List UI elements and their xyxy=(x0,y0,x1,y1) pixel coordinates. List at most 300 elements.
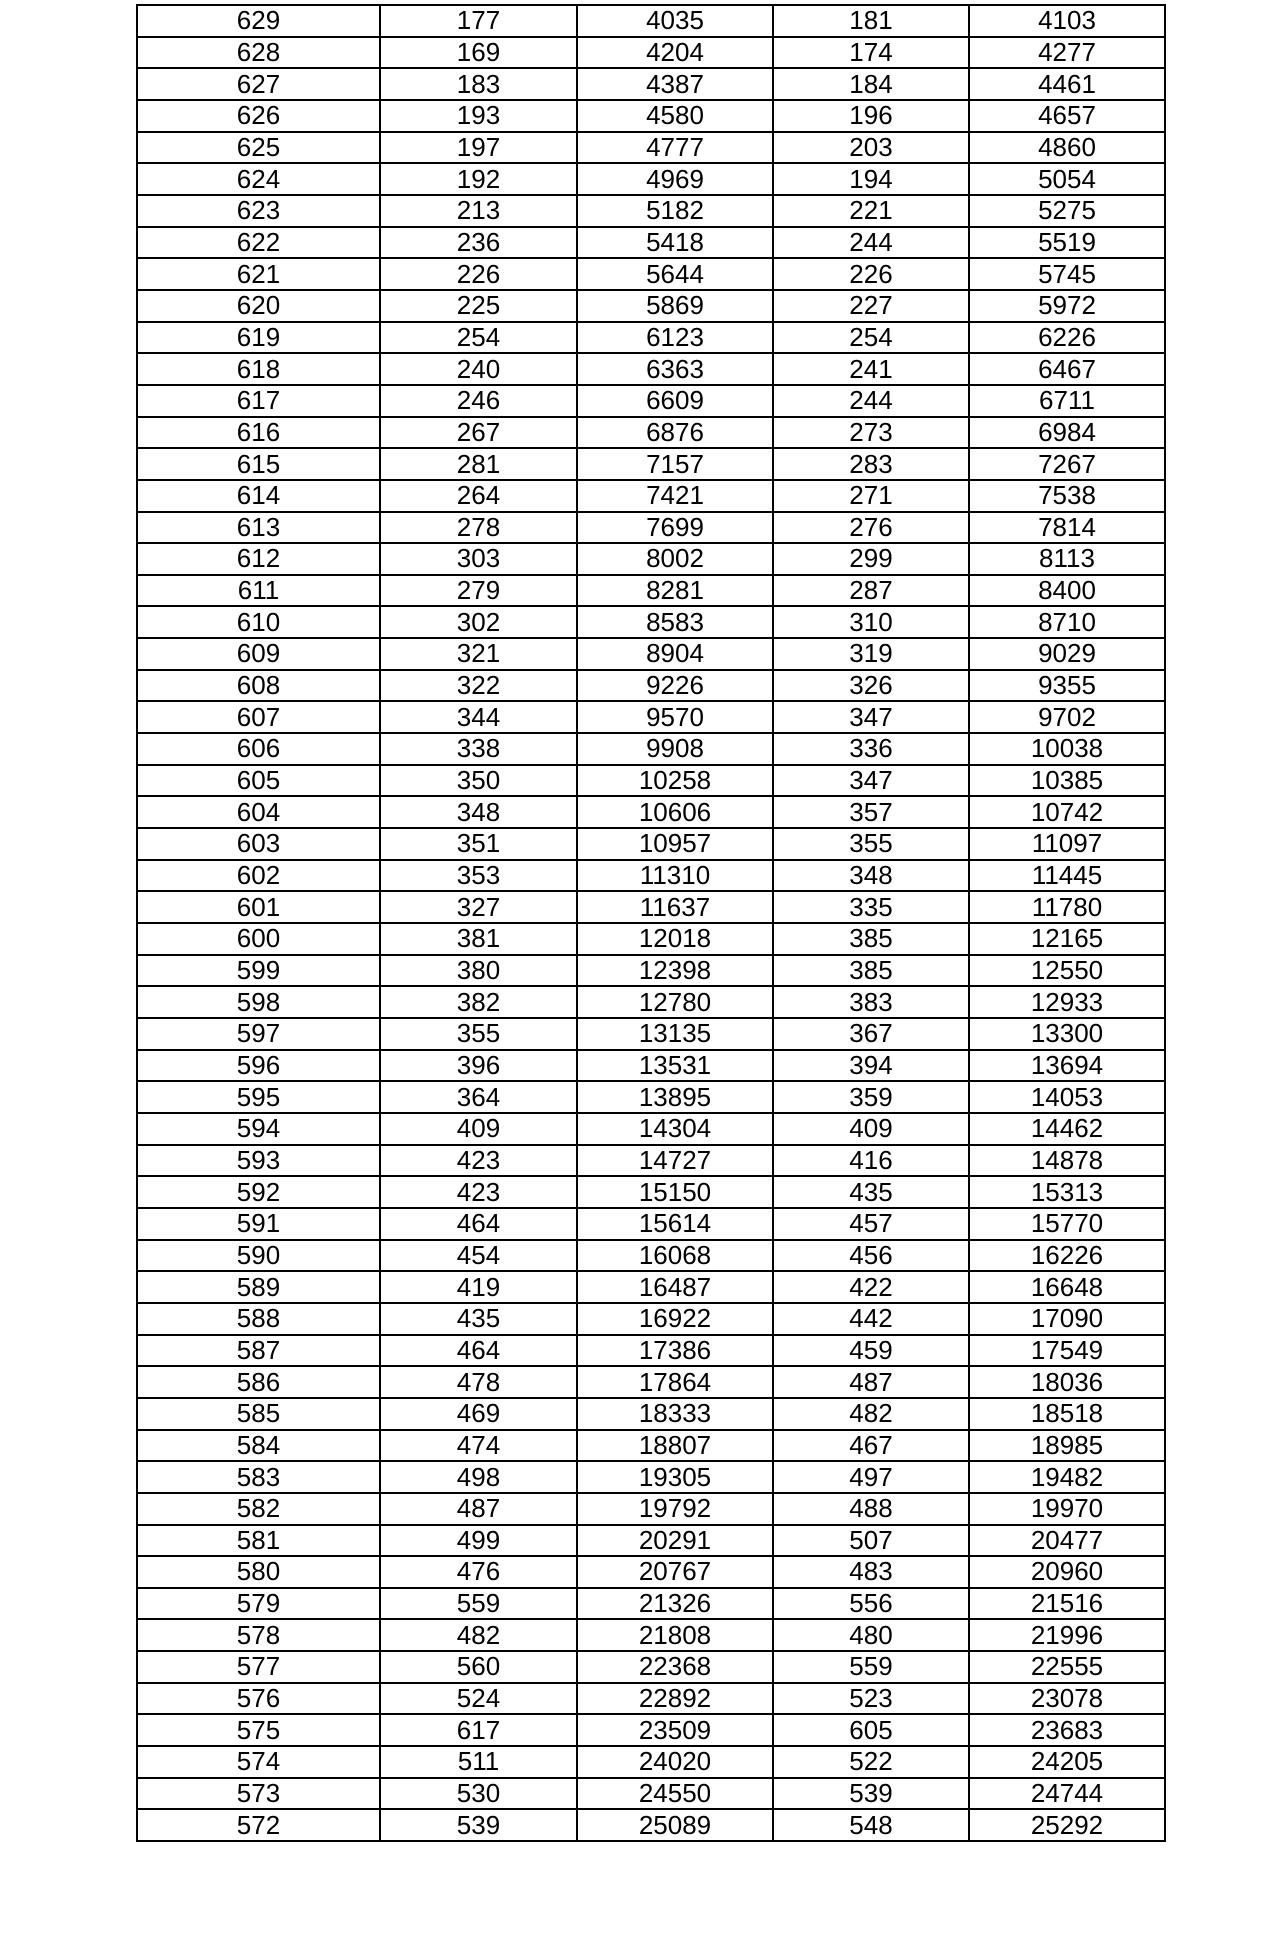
table-row xyxy=(137,701,1165,733)
count-a-cell: 482 xyxy=(380,1619,577,1651)
cumulative-a-cell: 13531 xyxy=(577,1050,773,1082)
count-a-cell: 382 xyxy=(380,986,577,1018)
table-row xyxy=(137,1588,1165,1620)
table-row xyxy=(137,512,1165,544)
cumulative-b-cell: 14462 xyxy=(969,1113,1165,1145)
count-b-cell: 355 xyxy=(773,828,969,860)
table-row xyxy=(137,322,1165,354)
score-cell: 592 xyxy=(137,1176,380,1208)
cumulative-b-cell: 16226 xyxy=(969,1240,1165,1272)
cumulative-a-cell: 6876 xyxy=(577,417,773,449)
cumulative-a-cell: 12018 xyxy=(577,923,773,955)
cumulative-a-cell: 6609 xyxy=(577,385,773,417)
table-row xyxy=(137,1176,1165,1208)
count-b-cell: 241 xyxy=(773,353,969,385)
score-cell: 588 xyxy=(137,1303,380,1335)
cumulative-b-cell: 20477 xyxy=(969,1525,1165,1557)
score-cell: 626 xyxy=(137,100,380,132)
count-b-cell: 226 xyxy=(773,258,969,290)
score-cell: 577 xyxy=(137,1651,380,1683)
cumulative-a-cell: 7421 xyxy=(577,480,773,512)
score-cell: 573 xyxy=(137,1778,380,1810)
count-a-cell: 559 xyxy=(380,1588,577,1620)
table-row xyxy=(137,1208,1165,1240)
cumulative-a-cell: 22892 xyxy=(577,1683,773,1715)
cumulative-a-cell: 24020 xyxy=(577,1746,773,1778)
score-cell: 598 xyxy=(137,986,380,1018)
count-b-cell: 442 xyxy=(773,1303,969,1335)
score-cell: 615 xyxy=(137,448,380,480)
count-a-cell: 530 xyxy=(380,1778,577,1810)
count-a-cell: 197 xyxy=(380,132,577,164)
count-a-cell: 478 xyxy=(380,1366,577,1398)
cumulative-a-cell: 17864 xyxy=(577,1366,773,1398)
count-b-cell: 271 xyxy=(773,480,969,512)
cumulative-b-cell: 5972 xyxy=(969,290,1165,322)
score-cell: 600 xyxy=(137,923,380,955)
cumulative-b-cell: 11097 xyxy=(969,828,1165,860)
cumulative-b-cell: 5054 xyxy=(969,163,1165,195)
count-b-cell: 459 xyxy=(773,1335,969,1367)
count-a-cell: 435 xyxy=(380,1303,577,1335)
score-cell: 606 xyxy=(137,733,380,765)
score-cell: 575 xyxy=(137,1714,380,1746)
count-b-cell: 299 xyxy=(773,543,969,575)
cumulative-b-cell: 7538 xyxy=(969,480,1165,512)
score-cell: 597 xyxy=(137,1018,380,1050)
score-cell: 622 xyxy=(137,227,380,259)
table-row xyxy=(137,986,1165,1018)
count-b-cell: 335 xyxy=(773,891,969,923)
count-b-cell: 367 xyxy=(773,1018,969,1050)
count-a-cell: 351 xyxy=(380,828,577,860)
count-b-cell: 409 xyxy=(773,1113,969,1145)
cumulative-b-cell: 12550 xyxy=(969,955,1165,987)
table-row xyxy=(137,100,1165,132)
count-a-cell: 498 xyxy=(380,1461,577,1493)
count-b-cell: 457 xyxy=(773,1208,969,1240)
count-a-cell: 246 xyxy=(380,385,577,417)
table-row xyxy=(137,733,1165,765)
score-cell: 576 xyxy=(137,1683,380,1715)
cumulative-a-cell: 11637 xyxy=(577,891,773,923)
score-cell: 587 xyxy=(137,1335,380,1367)
table-row xyxy=(137,1525,1165,1557)
score-cell: 624 xyxy=(137,163,380,195)
score-cell: 591 xyxy=(137,1208,380,1240)
count-b-cell: 203 xyxy=(773,132,969,164)
score-cell: 609 xyxy=(137,638,380,670)
cumulative-b-cell: 11445 xyxy=(969,860,1165,892)
cumulative-b-cell: 11780 xyxy=(969,891,1165,923)
count-b-cell: 244 xyxy=(773,227,969,259)
count-b-cell: 394 xyxy=(773,1050,969,1082)
cumulative-b-cell: 19970 xyxy=(969,1493,1165,1525)
table-row xyxy=(137,1714,1165,1746)
count-b-cell: 287 xyxy=(773,575,969,607)
count-b-cell: 507 xyxy=(773,1525,969,1557)
count-b-cell: 359 xyxy=(773,1081,969,1113)
cumulative-b-cell: 8113 xyxy=(969,543,1165,575)
cumulative-a-cell: 16487 xyxy=(577,1271,773,1303)
cumulative-b-cell: 15313 xyxy=(969,1176,1165,1208)
score-cell: 589 xyxy=(137,1271,380,1303)
table-row xyxy=(137,195,1165,227)
cumulative-b-cell: 18036 xyxy=(969,1366,1165,1398)
count-b-cell: 383 xyxy=(773,986,969,1018)
table-row xyxy=(137,1240,1165,1272)
cumulative-a-cell: 5644 xyxy=(577,258,773,290)
count-a-cell: 409 xyxy=(380,1113,577,1145)
cumulative-a-cell: 22368 xyxy=(577,1651,773,1683)
table-row xyxy=(137,1398,1165,1430)
cumulative-a-cell: 8583 xyxy=(577,606,773,638)
count-a-cell: 350 xyxy=(380,765,577,797)
cumulative-b-cell: 13300 xyxy=(969,1018,1165,1050)
table-row xyxy=(137,163,1165,195)
table-row xyxy=(137,385,1165,417)
count-b-cell: 196 xyxy=(773,100,969,132)
count-a-cell: 183 xyxy=(380,68,577,100)
count-b-cell: 497 xyxy=(773,1461,969,1493)
count-a-cell: 177 xyxy=(380,5,577,37)
cumulative-a-cell: 21326 xyxy=(577,1588,773,1620)
count-a-cell: 344 xyxy=(380,701,577,733)
count-a-cell: 236 xyxy=(380,227,577,259)
count-a-cell: 213 xyxy=(380,195,577,227)
table-row xyxy=(137,891,1165,923)
cumulative-a-cell: 16922 xyxy=(577,1303,773,1335)
score-cell: 578 xyxy=(137,1619,380,1651)
cumulative-a-cell: 12780 xyxy=(577,986,773,1018)
count-a-cell: 499 xyxy=(380,1525,577,1557)
score-cell: 581 xyxy=(137,1525,380,1557)
cumulative-b-cell: 10742 xyxy=(969,796,1165,828)
count-b-cell: 283 xyxy=(773,448,969,480)
cumulative-b-cell: 5519 xyxy=(969,227,1165,259)
cumulative-b-cell: 4103 xyxy=(969,5,1165,37)
table-row xyxy=(137,923,1165,955)
count-b-cell: 487 xyxy=(773,1366,969,1398)
count-b-cell: 385 xyxy=(773,923,969,955)
cumulative-a-cell: 20767 xyxy=(577,1556,773,1588)
cumulative-b-cell: 4461 xyxy=(969,68,1165,100)
count-a-cell: 240 xyxy=(380,353,577,385)
table-row xyxy=(137,638,1165,670)
table-row xyxy=(137,1651,1165,1683)
score-cell: 590 xyxy=(137,1240,380,1272)
score-cell: 629 xyxy=(137,5,380,37)
count-a-cell: 302 xyxy=(380,606,577,638)
count-b-cell: 422 xyxy=(773,1271,969,1303)
cumulative-a-cell: 4204 xyxy=(577,37,773,69)
table-row xyxy=(137,448,1165,480)
count-a-cell: 560 xyxy=(380,1651,577,1683)
cumulative-a-cell: 21808 xyxy=(577,1619,773,1651)
table-row xyxy=(137,1461,1165,1493)
score-cell: 612 xyxy=(137,543,380,575)
count-a-cell: 303 xyxy=(380,543,577,575)
table-row xyxy=(137,1746,1165,1778)
cumulative-b-cell: 4277 xyxy=(969,37,1165,69)
table-row xyxy=(137,480,1165,512)
cumulative-a-cell: 17386 xyxy=(577,1335,773,1367)
count-b-cell: 244 xyxy=(773,385,969,417)
count-a-cell: 226 xyxy=(380,258,577,290)
score-cell: 601 xyxy=(137,891,380,923)
cumulative-b-cell: 7267 xyxy=(969,448,1165,480)
table-row xyxy=(137,258,1165,290)
count-a-cell: 524 xyxy=(380,1683,577,1715)
count-a-cell: 193 xyxy=(380,100,577,132)
cumulative-b-cell: 14878 xyxy=(969,1145,1165,1177)
score-cell: 627 xyxy=(137,68,380,100)
table-row xyxy=(137,1145,1165,1177)
cumulative-a-cell: 4387 xyxy=(577,68,773,100)
table-row xyxy=(137,353,1165,385)
score-cell: 628 xyxy=(137,37,380,69)
cumulative-a-cell: 25089 xyxy=(577,1809,773,1841)
count-b-cell: 276 xyxy=(773,512,969,544)
count-a-cell: 454 xyxy=(380,1240,577,1272)
cumulative-b-cell: 4860 xyxy=(969,132,1165,164)
score-cell: 579 xyxy=(137,1588,380,1620)
cumulative-b-cell: 9355 xyxy=(969,670,1165,702)
cumulative-b-cell: 19482 xyxy=(969,1461,1165,1493)
count-b-cell: 523 xyxy=(773,1683,969,1715)
cumulative-b-cell: 13694 xyxy=(969,1050,1165,1082)
count-a-cell: 423 xyxy=(380,1176,577,1208)
cumulative-a-cell: 12398 xyxy=(577,955,773,987)
score-cell: 613 xyxy=(137,512,380,544)
score-cell: 572 xyxy=(137,1809,380,1841)
cumulative-b-cell: 14053 xyxy=(969,1081,1165,1113)
score-cell: 603 xyxy=(137,828,380,860)
count-b-cell: 181 xyxy=(773,5,969,37)
table-row xyxy=(137,1113,1165,1145)
count-a-cell: 617 xyxy=(380,1714,577,1746)
cumulative-b-cell: 12933 xyxy=(969,986,1165,1018)
score-cell: 617 xyxy=(137,385,380,417)
cumulative-b-cell: 8400 xyxy=(969,575,1165,607)
count-a-cell: 192 xyxy=(380,163,577,195)
cumulative-b-cell: 9702 xyxy=(969,701,1165,733)
score-cell: 585 xyxy=(137,1398,380,1430)
cumulative-b-cell: 12165 xyxy=(969,923,1165,955)
cumulative-b-cell: 17090 xyxy=(969,1303,1165,1335)
cumulative-a-cell: 4777 xyxy=(577,132,773,164)
count-a-cell: 338 xyxy=(380,733,577,765)
count-a-cell: 487 xyxy=(380,1493,577,1525)
count-a-cell: 322 xyxy=(380,670,577,702)
count-b-cell: 385 xyxy=(773,955,969,987)
cumulative-b-cell: 23078 xyxy=(969,1683,1165,1715)
cumulative-a-cell: 6123 xyxy=(577,322,773,354)
count-b-cell: 456 xyxy=(773,1240,969,1272)
table-row xyxy=(137,1335,1165,1367)
cumulative-a-cell: 16068 xyxy=(577,1240,773,1272)
count-b-cell: 467 xyxy=(773,1430,969,1462)
table-row xyxy=(137,796,1165,828)
table-row xyxy=(137,828,1165,860)
table-row xyxy=(137,417,1165,449)
table-row xyxy=(137,670,1165,702)
table-row xyxy=(137,1081,1165,1113)
score-cell: 621 xyxy=(137,258,380,290)
count-a-cell: 321 xyxy=(380,638,577,670)
score-cell: 574 xyxy=(137,1746,380,1778)
cumulative-a-cell: 6363 xyxy=(577,353,773,385)
score-cell: 580 xyxy=(137,1556,380,1588)
table-row xyxy=(137,68,1165,100)
table-row xyxy=(137,227,1165,259)
table-row xyxy=(137,1271,1165,1303)
score-cell: 586 xyxy=(137,1366,380,1398)
count-a-cell: 281 xyxy=(380,448,577,480)
count-a-cell: 511 xyxy=(380,1746,577,1778)
table-row xyxy=(137,575,1165,607)
table-row xyxy=(137,1303,1165,1335)
cumulative-a-cell: 23509 xyxy=(577,1714,773,1746)
cumulative-a-cell: 19305 xyxy=(577,1461,773,1493)
cumulative-a-cell: 4035 xyxy=(577,5,773,37)
count-a-cell: 469 xyxy=(380,1398,577,1430)
count-a-cell: 423 xyxy=(380,1145,577,1177)
count-a-cell: 279 xyxy=(380,575,577,607)
count-b-cell: 556 xyxy=(773,1588,969,1620)
table-row xyxy=(137,765,1165,797)
count-b-cell: 605 xyxy=(773,1714,969,1746)
cumulative-a-cell: 24550 xyxy=(577,1778,773,1810)
score-cell: 610 xyxy=(137,606,380,638)
cumulative-a-cell: 14304 xyxy=(577,1113,773,1145)
count-b-cell: 522 xyxy=(773,1746,969,1778)
cumulative-b-cell: 10038 xyxy=(969,733,1165,765)
count-b-cell: 221 xyxy=(773,195,969,227)
score-cell: 616 xyxy=(137,417,380,449)
cumulative-a-cell: 9570 xyxy=(577,701,773,733)
score-cell: 608 xyxy=(137,670,380,702)
count-b-cell: 416 xyxy=(773,1145,969,1177)
score-cell: 584 xyxy=(137,1430,380,1462)
count-b-cell: 336 xyxy=(773,733,969,765)
cumulative-a-cell: 10957 xyxy=(577,828,773,860)
count-b-cell: 435 xyxy=(773,1176,969,1208)
table-row xyxy=(137,606,1165,638)
count-b-cell: 480 xyxy=(773,1619,969,1651)
cumulative-a-cell: 8904 xyxy=(577,638,773,670)
cumulative-b-cell: 22555 xyxy=(969,1651,1165,1683)
score-cell: 594 xyxy=(137,1113,380,1145)
cumulative-b-cell: 17549 xyxy=(969,1335,1165,1367)
cumulative-a-cell: 10606 xyxy=(577,796,773,828)
table-row xyxy=(137,1778,1165,1810)
count-b-cell: 227 xyxy=(773,290,969,322)
cumulative-a-cell: 9908 xyxy=(577,733,773,765)
cumulative-b-cell: 8710 xyxy=(969,606,1165,638)
table-row xyxy=(137,543,1165,575)
cumulative-b-cell: 15770 xyxy=(969,1208,1165,1240)
cumulative-a-cell: 4969 xyxy=(577,163,773,195)
count-a-cell: 355 xyxy=(380,1018,577,1050)
count-a-cell: 380 xyxy=(380,955,577,987)
score-cell: 625 xyxy=(137,132,380,164)
table-row xyxy=(137,37,1165,69)
cumulative-b-cell: 6984 xyxy=(969,417,1165,449)
table-row xyxy=(137,132,1165,164)
count-b-cell: 483 xyxy=(773,1556,969,1588)
cumulative-b-cell: 4657 xyxy=(969,100,1165,132)
cumulative-b-cell: 10385 xyxy=(969,765,1165,797)
cumulative-a-cell: 13895 xyxy=(577,1081,773,1113)
cumulative-a-cell: 19792 xyxy=(577,1493,773,1525)
cumulative-a-cell: 7157 xyxy=(577,448,773,480)
table-row xyxy=(137,1619,1165,1651)
table-row xyxy=(137,1018,1165,1050)
count-b-cell: 194 xyxy=(773,163,969,195)
count-b-cell: 184 xyxy=(773,68,969,100)
count-b-cell: 482 xyxy=(773,1398,969,1430)
count-a-cell: 396 xyxy=(380,1050,577,1082)
cumulative-b-cell: 6467 xyxy=(969,353,1165,385)
cumulative-a-cell: 8002 xyxy=(577,543,773,575)
cumulative-b-cell: 18518 xyxy=(969,1398,1165,1430)
count-a-cell: 474 xyxy=(380,1430,577,1462)
cumulative-a-cell: 5869 xyxy=(577,290,773,322)
table-body xyxy=(137,5,1165,1841)
table-row xyxy=(137,1366,1165,1398)
table-row xyxy=(137,1050,1165,1082)
cumulative-b-cell: 5745 xyxy=(969,258,1165,290)
cumulative-a-cell: 13135 xyxy=(577,1018,773,1050)
count-a-cell: 225 xyxy=(380,290,577,322)
score-cell: 623 xyxy=(137,195,380,227)
cumulative-b-cell: 9029 xyxy=(969,638,1165,670)
table-row xyxy=(137,955,1165,987)
score-cell: 605 xyxy=(137,765,380,797)
cumulative-a-cell: 14727 xyxy=(577,1145,773,1177)
count-b-cell: 319 xyxy=(773,638,969,670)
count-a-cell: 169 xyxy=(380,37,577,69)
cumulative-b-cell: 7814 xyxy=(969,512,1165,544)
score-cell: 607 xyxy=(137,701,380,733)
cumulative-a-cell: 11310 xyxy=(577,860,773,892)
cumulative-a-cell: 18807 xyxy=(577,1430,773,1462)
cumulative-b-cell: 6711 xyxy=(969,385,1165,417)
count-a-cell: 278 xyxy=(380,512,577,544)
score-cell: 602 xyxy=(137,860,380,892)
score-cell: 618 xyxy=(137,353,380,385)
count-a-cell: 264 xyxy=(380,480,577,512)
cumulative-a-cell: 7699 xyxy=(577,512,773,544)
cumulative-a-cell: 10258 xyxy=(577,765,773,797)
count-a-cell: 476 xyxy=(380,1556,577,1588)
count-a-cell: 381 xyxy=(380,923,577,955)
table-row xyxy=(137,1430,1165,1462)
cumulative-b-cell: 20960 xyxy=(969,1556,1165,1588)
table-row xyxy=(137,290,1165,322)
count-a-cell: 464 xyxy=(380,1208,577,1240)
cumulative-a-cell: 8281 xyxy=(577,575,773,607)
count-a-cell: 464 xyxy=(380,1335,577,1367)
count-b-cell: 273 xyxy=(773,417,969,449)
score-distribution-table xyxy=(136,4,1166,1842)
count-b-cell: 310 xyxy=(773,606,969,638)
count-b-cell: 548 xyxy=(773,1809,969,1841)
cumulative-a-cell: 9226 xyxy=(577,670,773,702)
count-a-cell: 267 xyxy=(380,417,577,449)
score-cell: 599 xyxy=(137,955,380,987)
